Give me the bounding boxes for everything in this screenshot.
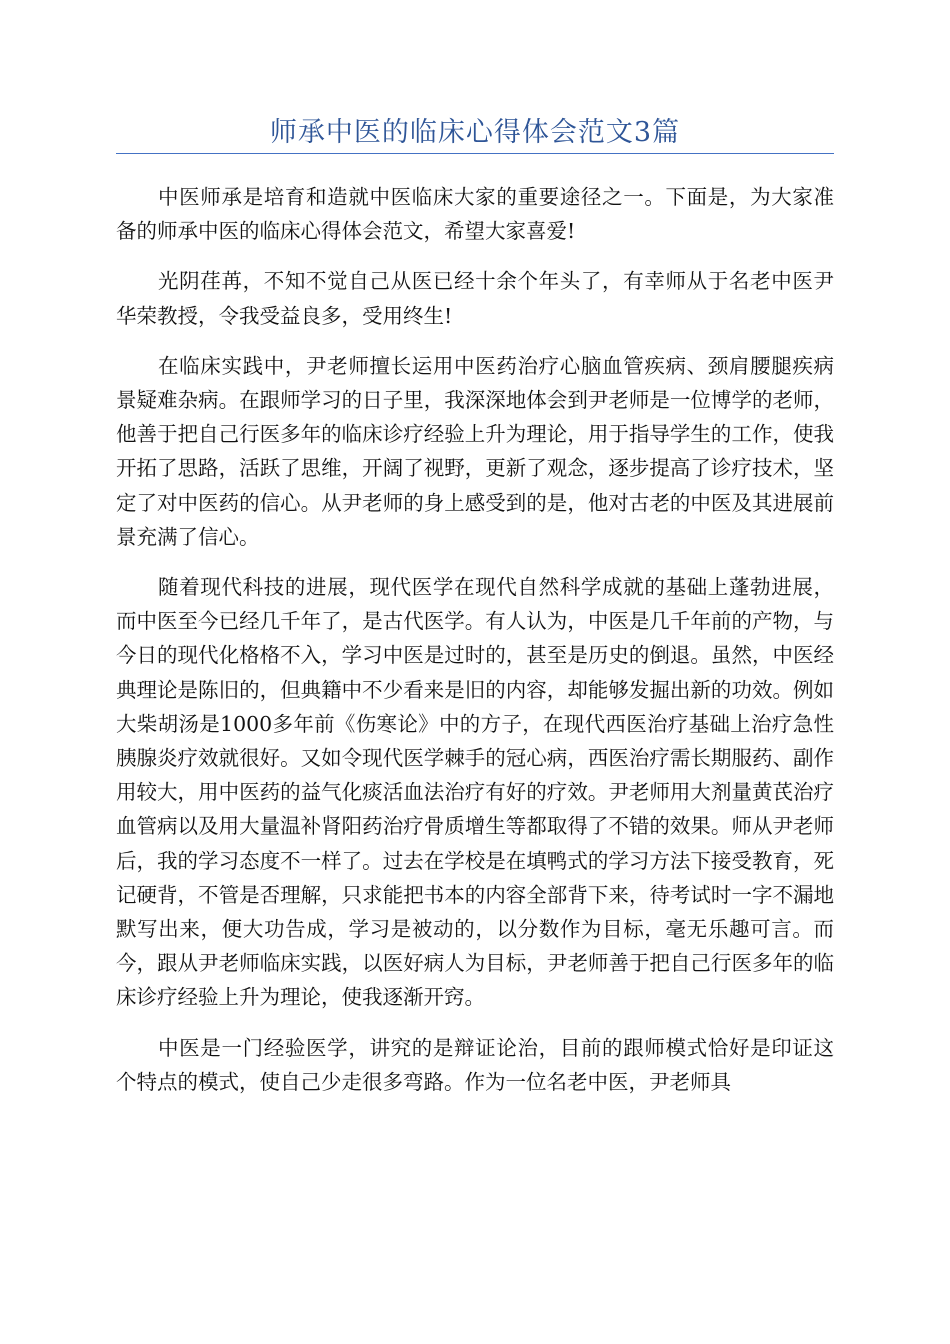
paragraph-intro: 中医师承是培育和造就中医临床大家的重要途径之一。下面是，为大家准备的师承中医的临床心得体会范文，希望大家喜爱! bbox=[116, 185, 834, 244]
document-body bbox=[116, 180, 834, 1115]
title-underline bbox=[116, 153, 834, 154]
paragraph-2: 在临床实践中，尹老师擅长运用中医药治疗心脑血管疾病、颈肩腰腿疾病景疑难杂病。在跟师学习的日子里，我深深地体会到尹老师是一位博学的老师，他善于把自己行医多年的临床诊疗经验上升为理论，用于指导学生的工作，使我开拓了思路，活跃了思维，开阔了视野，更新了观念，逐步提高了诊疗技术，坚定了对中医药的信心。从尹老师的身上感受到的是，他对古老的中医及其进展前景充满了信心。 bbox=[116, 353, 834, 549]
paragraph-3: 随着现代科技的进展，现代医学在现代自然科学成就的基础上蓬勃进展，而中医至今已经几千年了，是古代医学。有人认为，中医是几千年前的产物，与今日的现代化格格不入，学习中医是过时的，甚至是历史的倒退。虽然，中医经典理论是陈旧的，但典籍中不少看来是旧的内容，却能够发掘出新的功效。例如大柴胡汤是1000多年前《伤寒论》中的方子，在现代西医治疗基础上治疗急性胰腺炎疗效就很好。又如令现代医学棘手的冠心病，西医治疗需长期服药、副作用较大，用中医药的益气化痰活血法治疗有好的疗效。尹老师用大剂量黄芪治疗血管病以及用大量温补肾阳药治疗骨质增生等都取得了不错的效果。师从尹老师后，我的学习态度不一样了。过去在学校是在填鸭式的学习方法下接受教育，死记硬背，不管是否理解，只求能把书本的内容全部背下来，待考试时一字不漏地默写出来，便大功告成，学习是被动的，以分数作为目标，毫无乐趣可言。而今，跟从尹老师临床实践，以医好病人为目标，尹老师善于把自己行医多年的临床诊疗经验上升为理论，使我逐渐开窍。 bbox=[116, 575, 834, 1010]
document-title: 师承中医的临床心得体会范文3篇 bbox=[269, 117, 681, 148]
paragraph-4: 中医是一门经验医学，讲究的是辩证论治，目前的跟师模式恰好是印证这个特点的模式，使自己少走很多弯路。作为一位名老中医，尹老师具 bbox=[116, 1035, 834, 1094]
paragraph-1: 光阴荏苒，不知不觉自己从医已经十余个年头了，有幸师从于名老中医尹华荣教授，令我受益良多，受用终生! bbox=[116, 269, 834, 328]
